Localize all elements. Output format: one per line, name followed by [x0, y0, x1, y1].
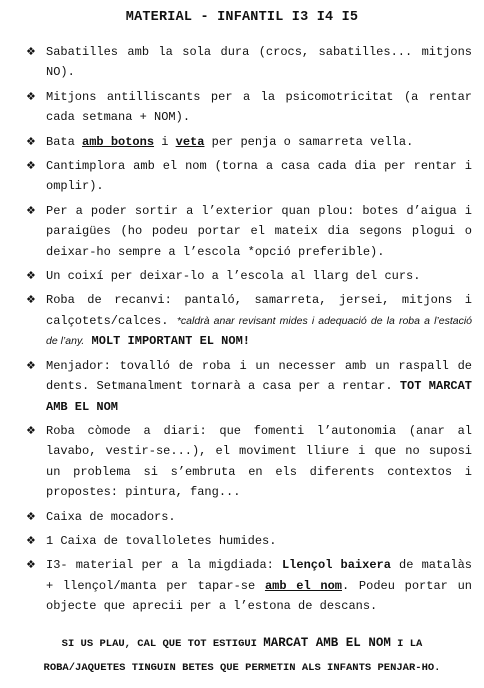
diamond-bullet-icon: ❖: [26, 533, 36, 547]
diamond-bullet-icon: ❖: [26, 423, 36, 437]
list-item: [26, 421, 472, 503]
list-item: [26, 87, 472, 128]
footer-notice-line-1: [0, 636, 484, 650]
footer-text: I LA: [390, 638, 423, 650]
list-item: [26, 156, 472, 197]
item-text: Sabatilles amb la sola dura (crocs, sabatilles... mitjons NO).: [46, 45, 472, 80]
item-text: Menjador: tovalló de roba i un necesser amb un raspall de dents. Setmanalment tornarà a casa per a rentar.: [46, 358, 472, 394]
item-text: de matalàs + llençol/manta per tapar-se: [46, 558, 472, 593]
diamond-bullet-icon: ❖: [26, 269, 36, 283]
item-text: Mitjons antilliscants per a la psicomotricitat (a rentar cada setmana + NOM).: [46, 89, 472, 125]
diamond-bullet-icon: ❖: [26, 45, 36, 58]
list-item: [26, 266, 472, 286]
footer-notice-line-2: ROBA/JAQUETES TINGUIN BETES QUE PERMETIN ALS INFANTS PENJAR-HO.: [43, 662, 441, 674]
item-emphasis: MOLT IMPORTANT EL NOM!: [91, 334, 250, 349]
diamond-bullet-icon: ❖: [26, 558, 36, 572]
item-emphasis: veta: [175, 134, 205, 149]
diamond-bullet-icon: ❖: [26, 159, 36, 173]
list-item: [26, 555, 472, 616]
item-emphasis: amb botons: [82, 134, 155, 149]
diamond-bullet-icon: ❖: [26, 203, 36, 217]
item-emphasis: amb el nom: [264, 578, 342, 593]
item-text: Un coixí per deixar-lo a l’escola al llarg del curs.: [46, 269, 421, 284]
item-text: Bata: [46, 134, 83, 149]
footer-text: SI US PLAU, CAL QUE TOT ESTIGUI: [61, 638, 264, 650]
diamond-bullet-icon: ❖: [26, 134, 36, 148]
footer-emphasis: MARCAT AMB EL NOM: [263, 636, 391, 650]
item-text: Caixa de mocadors.: [46, 509, 176, 524]
list-item: [26, 290, 472, 351]
item-text: Cantimplora amb el nom (torna a casa cada dia per rentar i omplir).: [46, 159, 472, 194]
item-text: i: [154, 134, 176, 149]
item-text: Per a poder sortir a l’exterior quan plou: botes d’aigua i paraigües (ho podeu portar el mateix dia segons plogui o deixar-ho sempre a l’escola *opció preferible).: [46, 203, 472, 259]
list-item: [26, 132, 472, 152]
item-text: I3- material per a la migdiada:: [46, 558, 282, 573]
list-item: [26, 507, 472, 527]
item-emphasis: TOT MARCAT AMB EL NOM: [46, 379, 472, 414]
page-title: MATERIAL - INFANTIL I3 I4 I5: [125, 10, 359, 25]
item-text: per penja o samarreta vella.: [204, 134, 414, 149]
list-item: [26, 42, 472, 83]
item-note: *caldrà anar revisant mides i adequació de la roba a l’estació de l’any.: [46, 314, 472, 348]
material-list: [26, 42, 472, 621]
item-text: Roba còmode a diari: que fomenti l’autonomia (anar al lavabo, vestir-se...), el moviment lliure i que no suposi un problema si s’embruta en els diferents contextos i propostes: pintura, fang...: [46, 423, 472, 500]
list-item: [26, 201, 472, 262]
diamond-bullet-icon: ❖: [26, 89, 36, 103]
item-text: . Podeu portar un objecte que aprecii per a l’estona de descans.: [46, 578, 472, 614]
diamond-bullet-icon: ❖: [26, 358, 36, 372]
item-text: Roba de recanvi: pantaló, samarreta, jersei, mitjons i calçotets/calces.: [46, 293, 472, 328]
item-emphasis: Llençol baixera: [281, 558, 391, 573]
list-item: [26, 531, 472, 551]
item-text: 1 Caixa de tovalloletes humides.: [46, 533, 277, 548]
list-item: [26, 356, 472, 417]
diamond-bullet-icon: ❖: [26, 509, 36, 523]
diamond-bullet-icon: ❖: [26, 293, 36, 307]
